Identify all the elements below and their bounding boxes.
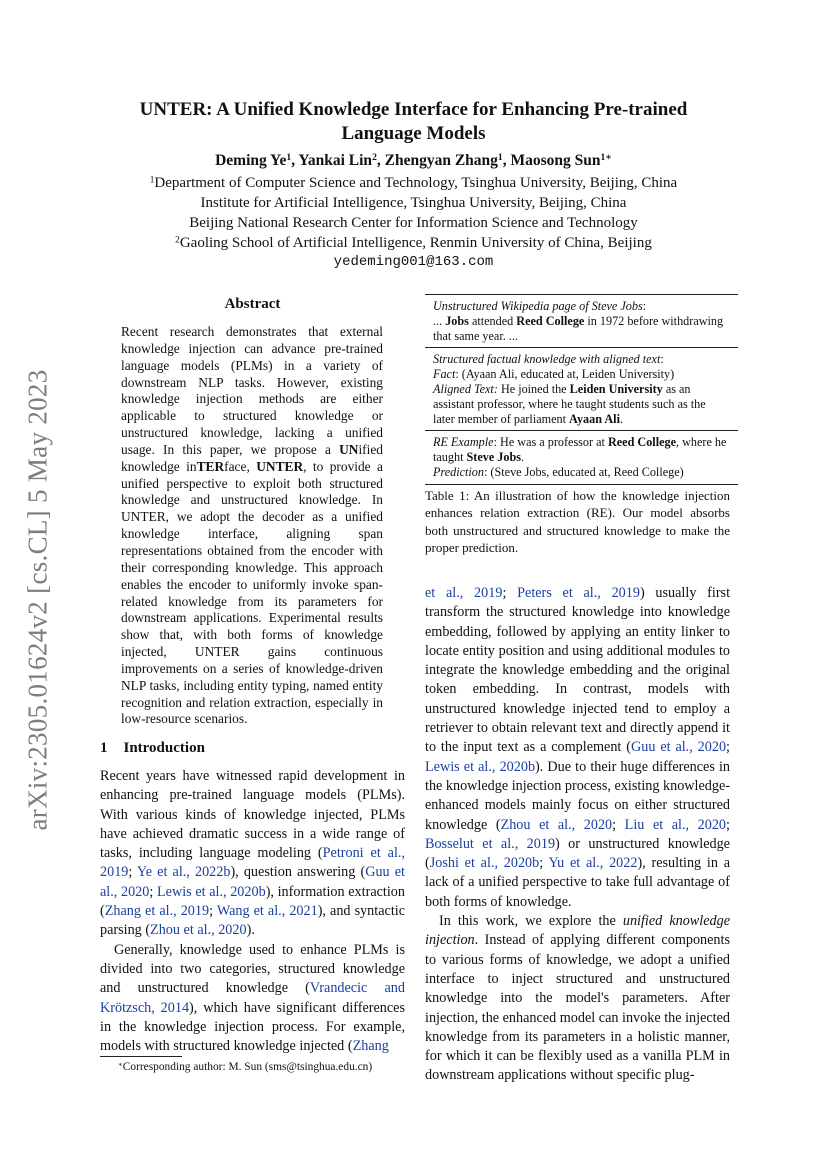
- affiliation: Beijing National Research Center for Information Science and Technology: [189, 215, 638, 231]
- citation-link[interactable]: Vrandecic and Krötzsch, 2014: [100, 980, 405, 1016]
- title-line-1: UNTER: A Unified Knowledge Interface for Enhancing Pre-trained: [139, 99, 688, 120]
- citation-link[interactable]: Ye et al., 2022b: [136, 864, 231, 881]
- arxiv-identifier-sidebar: [6, 360, 70, 840]
- arxiv-identifier: arXiv:2305.01624v2 [cs.CL] 5 May 2023: [22, 369, 53, 831]
- paragraph: Generally, knowledge used to enhance PLMs is divided into two categories, structured knowledge and unstructured knowledge (Vrandecic and Krötzsch, 2014), which have significant differences in the knowledge injection process. For example, models with structured knowledge injected (Zhang: [100, 941, 406, 1055]
- citation-link[interactable]: Bosselut et al., 2019: [425, 835, 556, 852]
- contact-email[interactable]: yedeming001@163.com: [333, 254, 494, 270]
- paper-title: [0, 98, 827, 146]
- right-column-body: [425, 584, 730, 1086]
- citation-link[interactable]: Joshi et al., 2020b: [429, 855, 540, 872]
- author-list: [0, 152, 827, 170]
- author: Deming Ye$^1$,: [215, 152, 299, 169]
- affiliation: $^2$Gaoling School of Artificial Intelligence, Renmin University of China, Beijing: [175, 235, 652, 251]
- citation-link[interactable]: Liu et al., 2020: [624, 816, 727, 833]
- left-column-body: [100, 767, 405, 1056]
- paragraph: et al., 2019; Peters et al., 2019) usually first transform the structured knowledge into knowledge embedding, followed by applying an entity linker to locate entity position and using additional modules to integrate the knowledge embedding and the original token embedding. In contrast, models with unstructured knowledge injected tend to employ a retriever to obtain relevant text and directly append it to the input text as a complement (Guu et al., 2020; Lewis et al., 2020b). Due to their huge differences in the knowledge injection process, existing knowledge-enhanced models mainly focus on either structured knowledge (Zhou et al., 2020; Liu et al., 2020; Bosselut et al., 2019) or unstructured knowledge (Joshi et al., 2020b; Yu et al., 2022), resulting in a lack of a unified perspective to take full advantage of both forms of knowledge.: [425, 585, 731, 910]
- footnote-rule: [100, 1056, 182, 1057]
- table-row-structured: Structured factual knowledge with aligned text: Fact: (Ayaan Ali, educated at, Leiden University) Aligned Text: He joined the Leiden University as an assistant professor, where he taught students such as the later member of parliament Ayaan Ali.: [425, 347, 738, 430]
- citation-link[interactable]: Guu et al., 2020: [100, 864, 405, 900]
- citation-link[interactable]: Zhang: [352, 1038, 389, 1055]
- citation-link[interactable]: Zhou et al., 2020: [500, 816, 613, 833]
- table-row-re-example: RE Example: He was a professor at Reed College, where he taught Steve Jobs. Prediction: (Steve Jobs, educated at, Reed College): [425, 430, 738, 483]
- affiliation: $^1$Department of Computer Science and Technology, Tsinghua University, Beijing, China: [149, 175, 678, 191]
- section-number: 1: [100, 740, 108, 756]
- citation-link[interactable]: Zhou et al., 2020: [150, 922, 247, 939]
- abstract-heading: Abstract: [224, 296, 281, 312]
- author: Yankai Lin$^2$,: [298, 152, 385, 169]
- citation-link[interactable]: Lewis et al., 2020b: [156, 883, 266, 900]
- table-caption: Table 1: An illustration of how the knowledge injection enhances relation extraction (RE). Our model absorbs both unstructured and structured knowledge to make the proper prediction.: [425, 488, 730, 555]
- citation-link[interactable]: Lewis et al., 2020b: [425, 758, 536, 775]
- citation-link[interactable]: Peters et al., 2019: [517, 585, 640, 601]
- footnote: ∗Corresponding author: M. Sun (sms@tsinghua.edu.cn): [118, 1060, 373, 1073]
- paragraph: Recent years have witnessed rapid development in enhancing pre-trained language models (PLMs). With various kinds of knowledge injected, PLMs have achieved dramatic success in a wide range of tasks, including language modeling (Petroni et al., 2019; Ye et al., 2022b), question answering (Guu et al., 2020; Lewis et al., 2020b), information extraction (Zhang et al., 2019; Wang et al., 2021), and syntactic parsing (Zhou et al., 2020).: [100, 768, 405, 939]
- author: Maosong Sun$^{1∗}$: [510, 152, 612, 169]
- table-row-unstructured: Unstructured Wikipedia page of Steve Jobs: ... Jobs attended Reed College in 1972 before withdrawing that same year. ...: [433, 299, 724, 343]
- affiliation: Institute for Artificial Intelligence, Tsinghua University, Beijing, China: [200, 195, 627, 211]
- citation-link[interactable]: et al., 2019: [425, 585, 503, 601]
- section-title: Introduction: [123, 740, 205, 756]
- table-1: [425, 294, 738, 485]
- citation-link[interactable]: Petroni et al., 2019: [100, 845, 405, 881]
- table-bottom-rule: [425, 484, 738, 485]
- citation-link[interactable]: Guu et al., 2020: [631, 739, 727, 756]
- citation-link[interactable]: Zhang et al., 2019: [104, 903, 210, 920]
- citation-link[interactable]: Yu et al., 2022: [548, 855, 638, 872]
- citation-link[interactable]: Wang et al., 2021: [216, 903, 318, 920]
- paragraph: In this work, we explore the unified knowledge injection. Instead of applying different components to various forms of knowledge, we adopt a unified interface to inject structured and unstructured knowledge into the model's parameters. After injection, the enhanced model can invoke the injected knowledge from its parameters in a holistic manner, for which it can be flexibly used as a vanilla PLM in downstream applications without specific plug-: [425, 913, 730, 1084]
- author: Zhengyan Zhang$^1$,: [384, 152, 511, 169]
- section-heading: [100, 740, 205, 757]
- title-line-2: Language Models: [341, 123, 486, 144]
- abstract-body: Recent research demonstrates that external knowledge injection can advance pre-trained language models (PLMs) in a variety of downstream NLP tasks. However, existing knowledge injection methods are either applicable to structured knowledge or unstructured knowledge, lacking a unified usage. In this paper, we propose a UNified knowledge inTERface, UNTER, to provide a unified perspective to exploit both structured knowledge and unstructured knowledge. In UNTER, we adopt the decoder as a unified knowledge interface, aligning span representations obtained from the encoder with their corresponding knowledge. This approach enables the encoder to uniformly invoke span-related knowledge from its parameters for downstream applications. Experimental results show that, with both forms of knowledge injected, UNTER gains continuous improvements on a series of knowledge-driven NLP tasks, including entity typing, named entity recognition and relation extraction, especially in low-resource scenarios.: [121, 324, 383, 727]
